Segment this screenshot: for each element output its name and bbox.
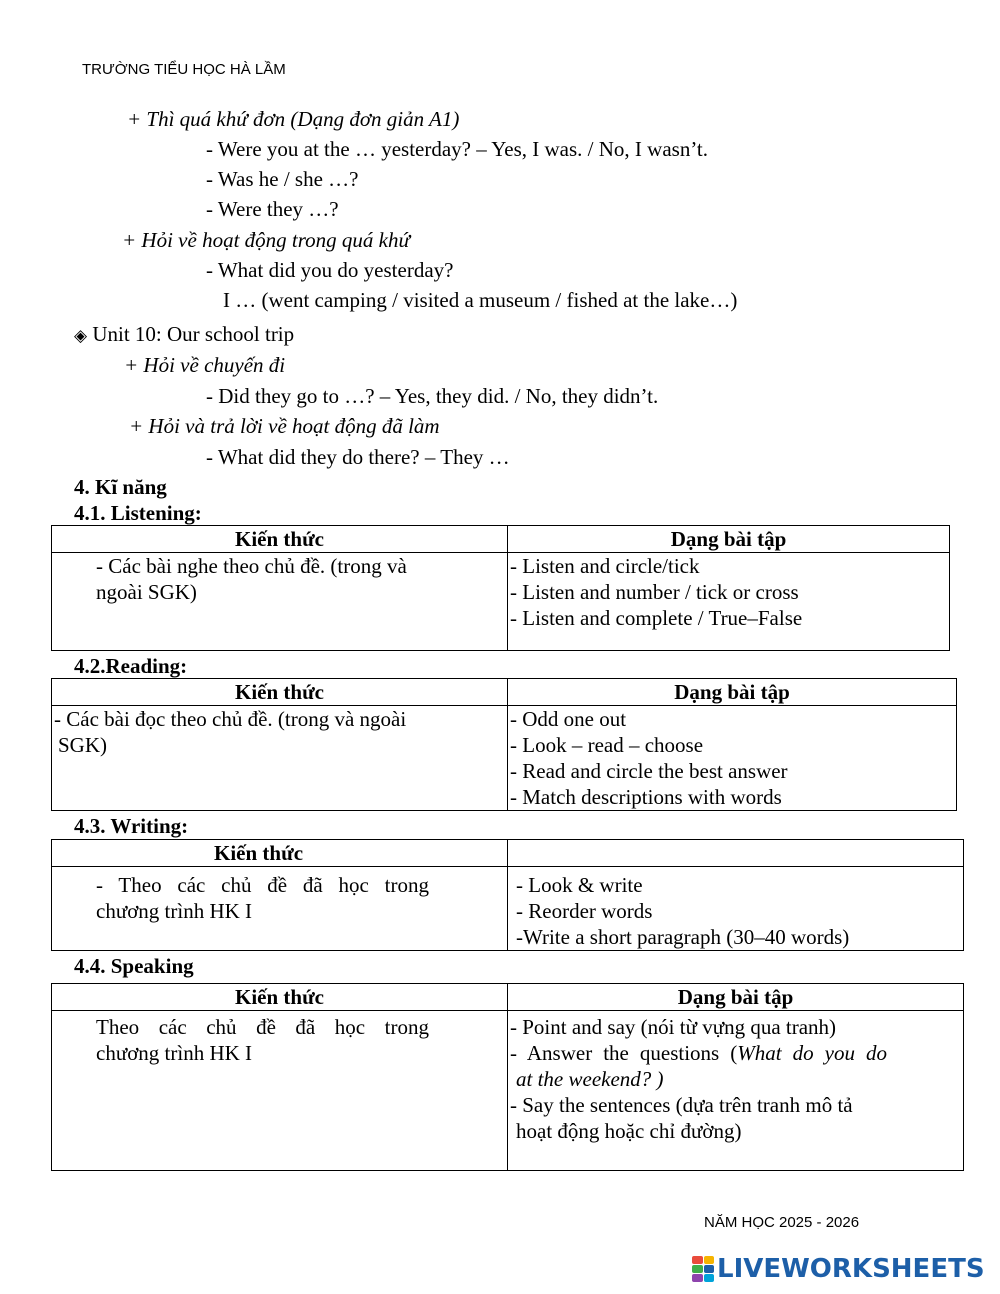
knowledge-cell <box>52 553 508 651</box>
writing-table <box>51 839 964 951</box>
exercise-line: - Look & write <box>516 873 643 897</box>
past-activity-heading: + Hỏi về hoạt động trong quá khứ <box>122 228 410 252</box>
past-activity-line: I … (went camping / visited a museum / fished at the lake…) <box>223 288 738 312</box>
knowledge-line: - Các bài nghe theo chủ đề. (trong và <box>96 554 407 578</box>
knowledge-line: ngoài SGK) <box>96 580 197 604</box>
table-header-knowledge: Kiến thức <box>52 984 508 1011</box>
table-header-exercises <box>508 840 964 867</box>
reading-table <box>51 678 957 811</box>
table-header-knowledge: Kiến thức <box>52 840 508 867</box>
knowledge-line: Theo các chủ đề đã học trong <box>96 1015 429 1039</box>
exercise-line: - Match descriptions with words <box>510 785 782 809</box>
exercise-line: - Point and say (nói từ vựng qua tranh) <box>510 1015 837 1039</box>
exercise-line: - Look – read – choose <box>510 733 704 757</box>
knowledge-line: chương trình HK I <box>96 899 253 923</box>
speaking-heading: 4.4. Speaking <box>74 954 194 978</box>
past-simple-line: - Was he / she …? <box>206 167 359 191</box>
exercise-line: hoạt động hoặc chỉ đường) <box>516 1119 742 1143</box>
past-activity-line: - What did you do yesterday? <box>206 258 454 282</box>
liveworksheets-logo-icon <box>692 1256 714 1282</box>
unit10-title-row <box>74 321 294 349</box>
exercise-line: - Listen and complete / True–False <box>510 606 803 630</box>
answer-question: What do you do <box>737 1041 888 1065</box>
exercises-cell <box>508 1011 964 1171</box>
writing-heading: 4.3. Writing: <box>74 814 189 838</box>
exercises-cell <box>508 867 964 951</box>
exercise-line: - Reorder words <box>516 899 653 923</box>
liveworksheets-logo <box>692 1254 985 1284</box>
trip-line: - Did they go to …? – Yes, they did. / No, they didn’t. <box>206 384 659 408</box>
reading-heading: 4.2.Reading: <box>74 654 188 678</box>
listening-table <box>51 525 950 651</box>
knowledge-line: - Theo các chủ đề đã học trong <box>96 873 429 897</box>
exercise-line: - Read and circle the best answer <box>510 759 788 783</box>
table-header-exercises: Dạng bài tập <box>508 679 957 706</box>
exercise-line: at the weekend? ) <box>516 1067 664 1091</box>
knowledge-line: chương trình HK I <box>96 1041 253 1065</box>
listening-heading: 4.1. Listening: <box>74 501 202 525</box>
table-header-knowledge: Kiến thức <box>52 526 508 553</box>
diamond-bullet-icon: ◈ <box>74 326 88 345</box>
table-header-exercises: Dạng bài tập <box>508 984 964 1011</box>
past-simple-line: - Were they …? <box>206 197 339 221</box>
table-header-exercises: Dạng bài tập <box>508 526 950 553</box>
knowledge-cell <box>52 1011 508 1171</box>
past-simple-heading: + Thì quá khứ đơn (Dạng đơn giản A1) <box>127 107 460 131</box>
school-year: NĂM HỌC 2025 - 2026 <box>704 1214 860 1231</box>
knowledge-cell <box>52 706 508 811</box>
knowledge-line: - Các bài đọc theo chủ đề. (trong và ngoài <box>54 707 407 731</box>
knowledge-line: SGK) <box>58 733 108 757</box>
trip-heading: + Hỏi về chuyến đi <box>124 353 286 377</box>
past-simple-line: - Were you at the … yesterday? – Yes, I was. / No, I wasn’t. <box>206 137 709 161</box>
table-header-knowledge: Kiến thức <box>52 679 508 706</box>
liveworksheets-logo-text: LIVEWORKSHEETS <box>717 1254 985 1284</box>
exercise-line: - Listen and number / tick or cross <box>510 580 799 604</box>
knowledge-cell <box>52 867 508 951</box>
exercise-line: - Odd one out <box>510 707 627 731</box>
exercises-cell <box>508 706 957 811</box>
skills-title: 4. Kĩ năng <box>74 475 167 499</box>
exercise-line: -Write a short paragraph (30–40 words) <box>516 925 850 949</box>
exercises-cell <box>508 553 950 651</box>
speaking-table <box>51 983 964 1171</box>
exercise-line: - Listen and circle/tick <box>510 554 700 578</box>
exercise-line: - Say the sentences (dựa trên tranh mô tả <box>510 1093 853 1117</box>
done-heading: + Hỏi và trả lời về hoạt động đã làm <box>129 414 440 438</box>
done-line: - What did they do there? – They … <box>206 445 510 469</box>
school-name: TRƯỜNG TIỂU HỌC HÀ LẦM <box>82 61 286 78</box>
unit10-title: Unit 10: Our school trip <box>92 322 295 346</box>
exercise-line <box>510 1040 887 1066</box>
answer-prefix: - Answer the questions ( <box>510 1041 738 1065</box>
